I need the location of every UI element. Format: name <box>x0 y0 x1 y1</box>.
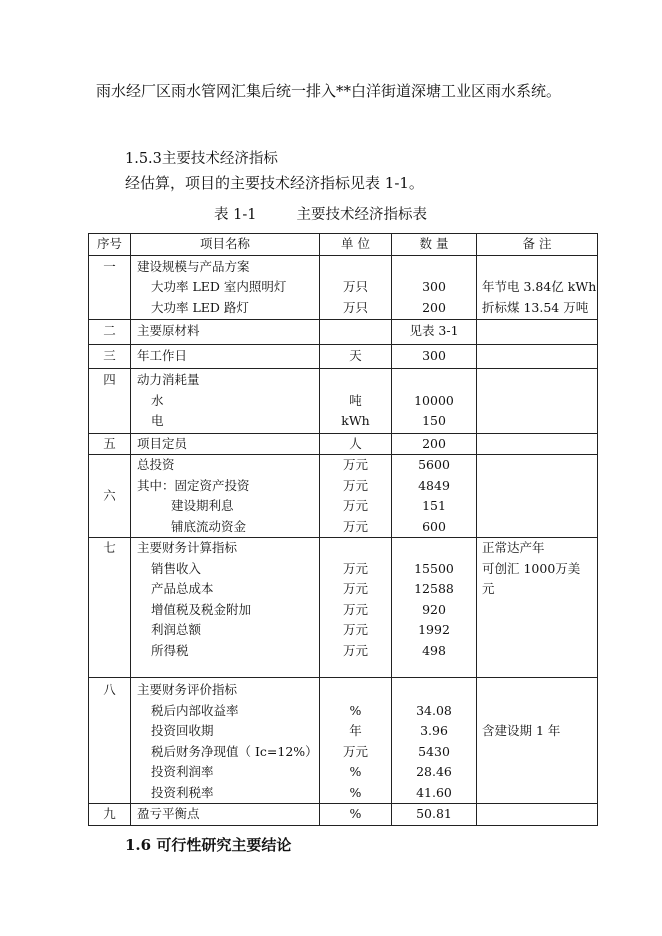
row-number: 六 <box>89 455 131 538</box>
quantity-cell <box>392 433 477 455</box>
table-title: 主要技术经济指标表 <box>296 207 427 223</box>
item-name: 主要原材料 <box>137 323 200 338</box>
quantity <box>392 680 476 701</box>
quantity: 151 <box>422 498 446 513</box>
unit-cell <box>320 344 392 369</box>
table-row <box>89 344 598 369</box>
unit: % <box>349 806 362 821</box>
note <box>477 257 597 278</box>
quantity <box>392 370 476 391</box>
table-number: 表 1-1 <box>214 207 257 223</box>
quantity: 28.46 <box>416 764 452 779</box>
header-note: 备 注 <box>477 234 598 256</box>
note: 可创汇 1000万美 <box>482 560 581 576</box>
item-name: 产品总成本 <box>151 581 214 596</box>
quantity-cell <box>392 538 477 678</box>
unit <box>320 257 391 278</box>
unit-cell <box>320 369 392 434</box>
note-cell <box>477 455 598 538</box>
unit-cell <box>320 678 392 804</box>
table-row <box>89 538 598 678</box>
quantity: 600 <box>422 518 446 534</box>
quantity: 10000 <box>414 392 454 408</box>
quantity: 498 <box>422 642 446 658</box>
quantity: 200 <box>422 435 446 451</box>
item-name: 销售收入 <box>151 560 202 576</box>
item-name-cell <box>131 255 320 320</box>
item-name: 电 <box>151 413 164 428</box>
quantity: 150 <box>422 413 446 428</box>
estimate-sentence: 经估算，项目的主要技术经济指标见表 1-1。 <box>125 174 424 192</box>
unit: 天 <box>349 347 362 363</box>
table-body <box>89 255 598 825</box>
table-row <box>89 804 598 826</box>
note-cell <box>477 255 598 320</box>
item-name: 大功率 LED 路灯 <box>151 299 249 315</box>
note <box>477 600 597 621</box>
note: 正常达产年 <box>482 540 545 555</box>
quantity: 200 <box>422 299 446 315</box>
quantity <box>392 538 476 559</box>
table-row <box>89 433 598 455</box>
item-name: 总投资 <box>137 457 175 472</box>
item-name-cell <box>131 320 320 345</box>
note <box>477 411 597 432</box>
quantity: 12588 <box>414 581 454 596</box>
table-row <box>89 255 598 320</box>
item-name: 税后内部收益率 <box>151 702 239 718</box>
note-cell <box>477 804 598 826</box>
table-header-row <box>89 234 598 256</box>
unit <box>320 370 391 391</box>
header-name: 项目名称 <box>131 234 320 256</box>
note <box>477 680 597 701</box>
row-number: 四 <box>89 369 131 434</box>
unit: 万元 <box>342 457 368 472</box>
unit: 万元 <box>342 477 368 493</box>
note <box>477 370 597 391</box>
unit-cell <box>320 320 392 345</box>
table-row <box>89 320 598 345</box>
unit-cell <box>320 804 392 826</box>
quantity-cell <box>392 678 477 804</box>
item-name: 水 <box>151 392 164 408</box>
row-number: 七 <box>89 538 131 678</box>
unit: 万元 <box>342 743 368 759</box>
quantity: 300 <box>422 347 446 363</box>
item-name: 大功率 LED 室内照明灯 <box>151 279 287 294</box>
note-cell <box>477 678 598 804</box>
unit-cell <box>320 455 392 538</box>
item-name: 投资回收期 <box>151 723 214 738</box>
item-name: 增值税及税金附加 <box>151 601 252 617</box>
unit-cell <box>320 255 392 320</box>
unit: % <box>349 764 362 779</box>
unit: kWh <box>341 413 370 428</box>
quantity-cell <box>392 255 477 320</box>
unit: 人 <box>349 435 362 451</box>
note <box>477 496 597 517</box>
item-name: 建设期利息 <box>171 498 234 513</box>
note <box>477 620 597 641</box>
note: 元 <box>482 581 495 596</box>
unit: 万元 <box>342 642 368 658</box>
unit <box>320 538 391 559</box>
quantity-cell <box>392 320 477 345</box>
unit: 万只 <box>342 279 368 294</box>
quantity: 5430 <box>418 743 450 759</box>
note <box>477 455 597 476</box>
note <box>477 762 597 783</box>
note <box>477 346 597 367</box>
unit: % <box>349 784 362 800</box>
table-row <box>89 369 598 434</box>
unit: % <box>349 702 362 718</box>
quantity-cell <box>392 369 477 434</box>
note-cell <box>477 433 598 455</box>
item-name: 所得税 <box>151 642 189 658</box>
unit-cell <box>320 433 392 455</box>
note-cell <box>477 369 598 434</box>
header-unit: 单 位 <box>320 234 392 256</box>
item-name: 投资利税率 <box>151 784 214 800</box>
quantity: 34.08 <box>416 702 452 718</box>
quantity-cell <box>392 804 477 826</box>
note <box>477 517 597 538</box>
header-no: 序号 <box>89 234 131 256</box>
item-name-cell <box>131 433 320 455</box>
unit <box>320 321 391 342</box>
item-name: 主要财务评价指标 <box>137 682 238 697</box>
item-name-cell <box>131 804 320 826</box>
note <box>477 641 597 662</box>
note <box>477 434 597 455</box>
item-name: 年工作日 <box>137 347 188 363</box>
note <box>477 804 597 825</box>
quantity-cell <box>392 344 477 369</box>
unit: 年 <box>349 723 362 738</box>
quantity: 3.96 <box>420 723 448 738</box>
item-name: 投资利润率 <box>151 764 214 779</box>
note <box>477 321 597 342</box>
item-name: 动力消耗量 <box>137 372 200 387</box>
note: 年节电 3.84亿 kWh <box>482 279 597 294</box>
note <box>477 783 597 804</box>
row-number: 二 <box>89 320 131 345</box>
item-name: 项目定员 <box>137 435 188 451</box>
unit: 万元 <box>342 581 368 596</box>
header-qty: 数 量 <box>392 234 477 256</box>
note <box>477 742 597 763</box>
table-caption <box>214 203 427 224</box>
item-name: 利润总额 <box>151 622 202 637</box>
unit: 万只 <box>342 299 368 315</box>
unit: 万元 <box>342 560 368 576</box>
row-number: 五 <box>89 433 131 455</box>
unit: 万元 <box>342 622 368 637</box>
table-row <box>89 678 598 804</box>
note: 折标煤 13.54 万吨 <box>482 299 589 315</box>
item-name-cell <box>131 369 320 434</box>
item-name-cell <box>131 344 320 369</box>
unit: 万元 <box>342 518 368 534</box>
item-name: 其中：固定资产投资 <box>137 477 250 493</box>
unit: 万元 <box>342 601 368 617</box>
quantity: 4849 <box>418 477 450 493</box>
quantity: 50.81 <box>416 806 452 821</box>
row-number: 八 <box>89 678 131 804</box>
quantity: 15500 <box>414 560 454 576</box>
row-number: 三 <box>89 344 131 369</box>
item-name: 建设规模与产品方案 <box>137 258 250 274</box>
quantity: 1992 <box>418 622 450 637</box>
table-row <box>89 455 598 538</box>
quantity: 300 <box>422 279 446 294</box>
quantity: 41.60 <box>416 784 452 800</box>
item-name-cell <box>131 538 320 678</box>
quantity-cell <box>392 455 477 538</box>
row-number: 九 <box>89 804 131 826</box>
unit <box>320 680 391 701</box>
unit-cell <box>320 538 392 678</box>
row-number: 一 <box>89 255 131 320</box>
note-cell <box>477 538 598 678</box>
note: 含建设期 1 年 <box>482 723 561 738</box>
item-name: 主要财务计算指标 <box>137 540 238 555</box>
note <box>477 701 597 722</box>
item-name: 税后财务净现值（ Ic=12%） <box>151 743 318 759</box>
item-name: 盈亏平衡点 <box>137 806 200 821</box>
unit: 万元 <box>342 498 368 513</box>
note <box>477 391 597 412</box>
item-name: 铺底流动资金 <box>171 518 247 534</box>
item-name-cell <box>131 678 320 804</box>
intro-paragraph: 雨水经厂区雨水管网汇集后统一排入**白洋街道深塘工业区雨水系统。 <box>96 82 562 100</box>
quantity: 920 <box>422 601 446 617</box>
section-heading-1-5-3: 1.5.3主要技术经济指标 <box>125 151 278 167</box>
quantity: 见表 3-1 <box>409 323 459 338</box>
item-name-cell <box>131 455 320 538</box>
quantity: 5600 <box>418 457 450 472</box>
note-cell <box>477 344 598 369</box>
section-heading-1-6: 1.6 可行性研究主要结论 <box>125 836 292 854</box>
unit: 吨 <box>349 392 362 408</box>
quantity <box>392 257 476 278</box>
indicators-table <box>88 233 598 826</box>
note-cell <box>477 320 598 345</box>
note <box>477 476 597 497</box>
